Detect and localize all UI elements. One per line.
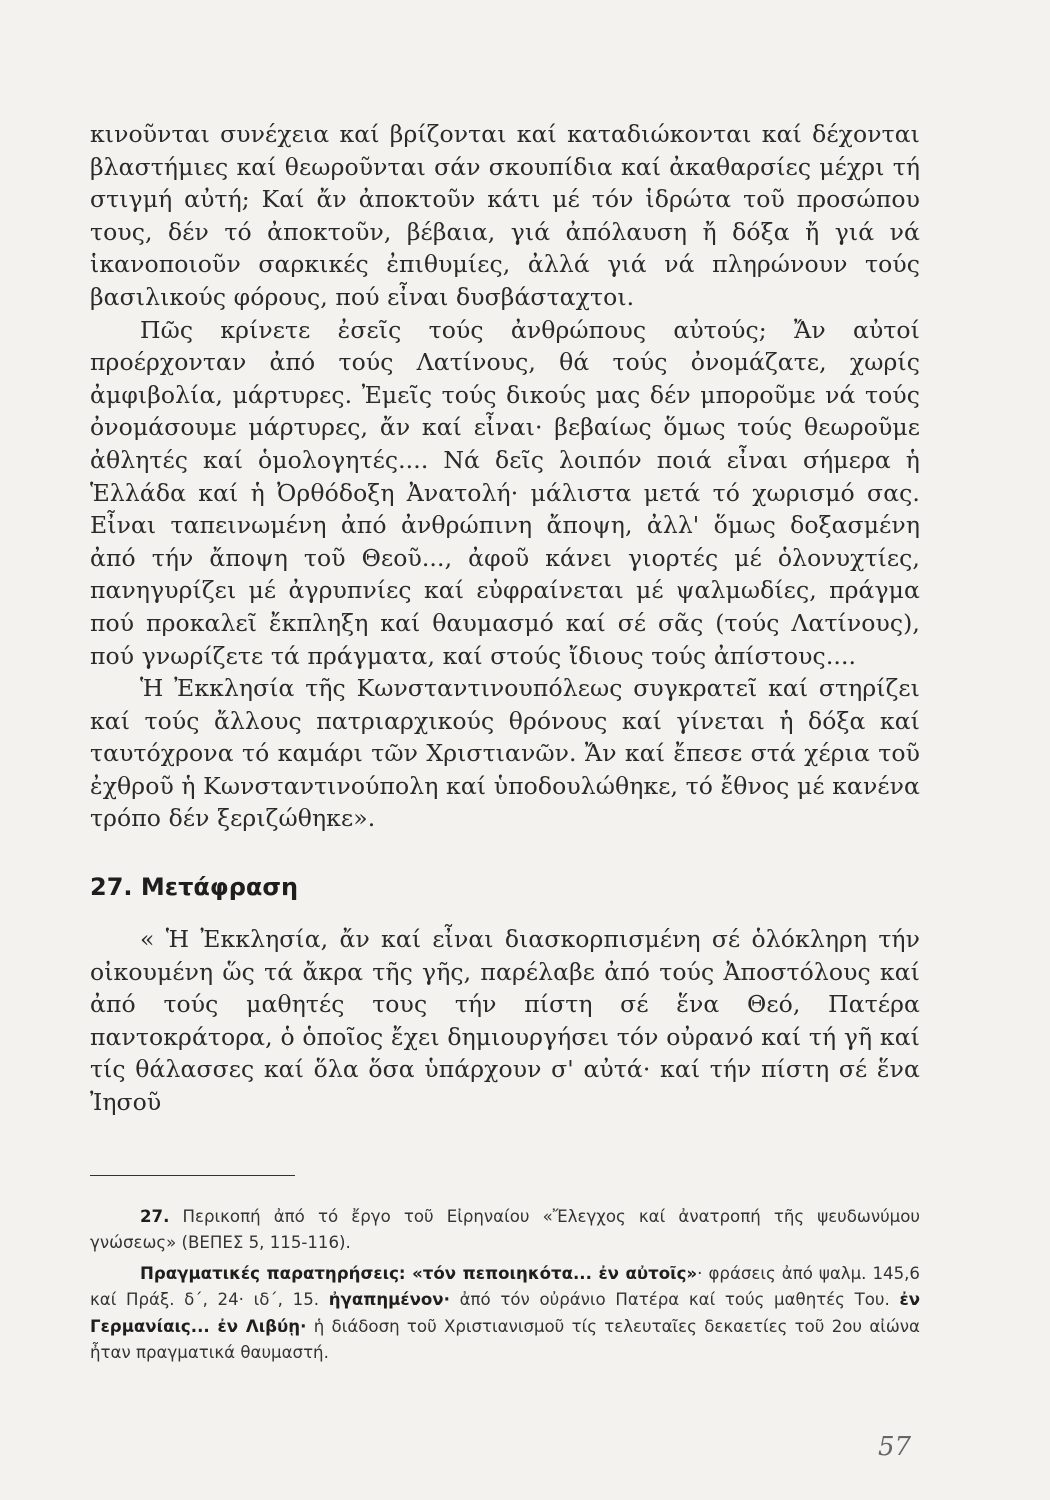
- footnote-27: [90, 1204, 920, 1257]
- remarks-text-2: ἀπό τόν οὐράνιο Πατέρα καί τούς μαθητές Του.: [449, 1290, 900, 1310]
- page-content: [90, 118, 920, 1367]
- remarks-term-3: ἐν Γερμανίαις... ἐν Λιβύῃ·: [90, 1290, 920, 1336]
- remarks-text-1: · φράσεις ἀπό ψαλμ. 145,6 καί Πράξ. δ΄, 24· ιδ΄, 15.: [90, 1263, 920, 1310]
- remarks-text-3: ἡ διάδοση τοῦ Χριστιανισμοῦ τίς τελευταῖες δεκαετίες τοῦ 2ου αἰώνα ἦταν πραγματικά θαυμαστή.: [90, 1316, 920, 1363]
- section-paragraph: « Ἡ Ἐκκλησία, ἄν καί εἶναι διασκορπισμένη σέ ὁλόκληρη τήν οἰκουμένη ὥς τά ἄκρα τῆς γῆς, παρέλαβε ἀπό τούς Ἀποστόλους καί ἀπό τούς μαθητές τους τήν πίστη σέ ἕνα Θεό, Πατέρα παντοκράτορα, ὁ ὁποῖος ἔχει δημιουργήσει τόν οὐρανό καί τή γῆ καί τίς θάλασσες καί ὅλα ὅσα ὑπάρχουν σ' αὐτά· καί τήν πίστη σέ ἕνα Ἰησοῦ: [90, 925, 920, 1117]
- section-body: [90, 923, 920, 1119]
- paragraph-1: κινοῦνται συνέχεια καί βρίζονται καί καταδιώκονται καί δέχονται βλαστήμιες καί θεωροῦνται σάν σκουπίδια καί ἀκαθαρσίες μέχρι τή στιγμή αὐτή; Καί ἄν ἀποκτοῦν κάτι μέ τόν ἱδρώτα τοῦ προσώπου τους, δέν τό ἀποκτοῦν, βέβαια, γιά ἀπόλαυση ἤ δόξα ἤ γιά νά ἱκανοποιοῦν σαρκικές ἐπιθυμίες, ἀλλά γιά νά πληρώνουν τούς βασιλικούς φόρους, πού εἶναι δυσβάσταχτοι.: [90, 120, 920, 311]
- paragraph-3: Ἡ Ἐκκλησία τῆς Κωνσταντινουπόλεως συγκρατεῖ καί στηρίζει καί τούς ἄλλους πατριαρχικούς θρόνους καί γίνεται ἡ δόξα καί ταυτόχρονα τό καμάρι τῶν Χριστιανῶν. Ἄν καί ἔπεσε στά χέρια τοῦ ἐχθροῦ ἡ Κωνσταντινούπολη καί ὑποδουλώθηκε, τό ἔθνος μέ κανένα τρόπο δέν ξεριζώθηκε».: [90, 674, 920, 833]
- footnote-text: Περικοπή ἀπό τό ἔργο τοῦ Εἰρηναίου «Ἔλεγχος καί ἀνατροπή τῆς ψευδωνύμου γνώσεως» (ΒΕΠΕΣ 5, 115-116).: [90, 1206, 920, 1253]
- body-text: [90, 118, 920, 835]
- paragraph-2: Πῶς κρίνετε ἐσεῖς τούς ἀνθρώπους αὐτούς; Ἄν αὐτοί προέρχονταν ἀπό τούς Λατίνους, θά τούς ὀνομάζατε, χωρίς ἀμφιβολία, μάρτυρες. Ἐμεῖς τούς δικούς μας δέν μποροῦμε νά τούς ὀνομάσουμε μάρτυρες, ἄν καί εἶναι· βεβαίως ὅμως τούς θεωροῦμε ἀθλητές καί ὁμολογητές.... Νά δεῖς λοιπόν ποιά εἶναι σήμερα ἡ Ἑλλάδα καί ἡ Ὀρθόδοξη Ἀνατολή· μάλιστα μετά τό χωρισμό σας. Εἶναι ταπεινωμένη ἀπό ἀνθρώπινη ἄποψη, ἀλλ' ὅμως δοξασμένη ἀπό τήν ἄποψη τοῦ Θεοῦ..., ἀφοῦ κάνει γιορτές μέ ὁλονυχτίες, πανηγυρίζει μέ ἀγρυπνίες καί εὐφραίνεται μέ ψαλμωδίες, πράγμα πού προκαλεῖ ἔκπληξη καί θαυμασμό καί σέ σᾶς (τούς Λατίνους), πού γνωρίζετε τά πράγματα, καί στούς ἴδιους τούς ἀπίστους....: [90, 315, 920, 670]
- page-number: 57: [878, 1432, 912, 1462]
- section-heading: 27. Μετάφραση: [90, 873, 299, 902]
- remarks-term-2: ἠγαπημένον·: [328, 1290, 450, 1310]
- remarks-term-1: «τόν πεποιηκότα... ἐν αὐτοῖς»: [405, 1263, 698, 1283]
- footnote-remarks: [90, 1261, 920, 1367]
- footnote-divider: [90, 1175, 295, 1176]
- footnote-number: 27.: [140, 1206, 170, 1226]
- footnotes: [90, 1204, 920, 1367]
- remarks-label: Πραγματικές παρατηρήσεις:: [140, 1263, 406, 1283]
